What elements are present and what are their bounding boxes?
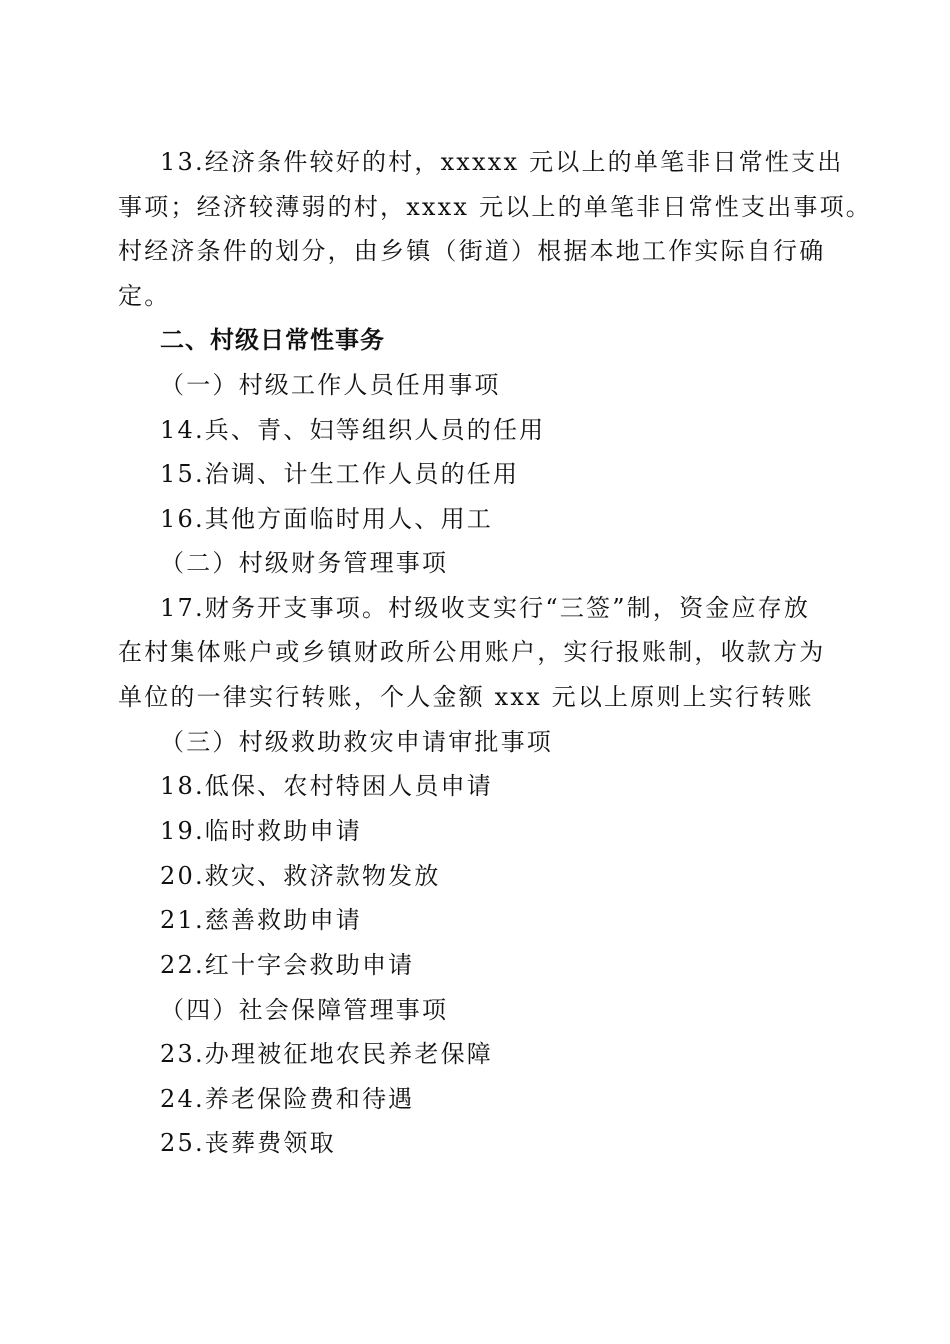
list-item-23: 23.办理被征地农民养老保障 bbox=[160, 1040, 493, 1068]
paragraph-13-line-2: 事项；经济较薄弱的村，xxxx 元以上的单笔非日常性支出事项。 bbox=[118, 193, 872, 221]
subsection-heading-1: （一）村级工作人员任用事项 bbox=[160, 371, 501, 399]
list-item-24: 24.养老保险费和待遇 bbox=[160, 1085, 415, 1113]
list-item-14: 14.兵、青、妇等组织人员的任用 bbox=[160, 416, 546, 444]
list-item-19: 19.临时救助申请 bbox=[160, 817, 362, 845]
section-heading-2: 二、村级日常性事务 bbox=[160, 326, 385, 354]
list-item-25: 25.丧葬费领取 bbox=[160, 1129, 336, 1157]
subsection-heading-4: （四）社会保障管理事项 bbox=[160, 996, 449, 1024]
list-item-22: 22.红十字会救助申请 bbox=[160, 951, 415, 979]
paragraph-17-line-1: 17.财务开支事项。村级收支实行“三签”制，资金应存放 bbox=[160, 594, 811, 622]
paragraph-13-line-1: 13.经济条件较好的村，xxxxx 元以上的单笔非日常性支出 bbox=[160, 148, 844, 176]
list-item-15: 15.治调、计生工作人员的任用 bbox=[160, 460, 520, 488]
subsection-heading-2: （二）村级财务管理事项 bbox=[160, 549, 449, 577]
paragraph-17-line-2: 在村集体账户或乡镇财政所公用账户，实行报账制，收款方为 bbox=[118, 638, 826, 666]
list-item-16: 16.其他方面临时用人、用工 bbox=[160, 505, 493, 533]
list-item-21: 21.慈善救助申请 bbox=[160, 906, 362, 934]
subsection-heading-3: （三）村级救助救灾申请审批事项 bbox=[160, 728, 553, 756]
paragraph-13-line-4: 定。 bbox=[118, 282, 171, 310]
paragraph-17-line-3: 单位的一律实行转账，个人金额 xxx 元以上原则上实行转账 bbox=[118, 683, 814, 711]
paragraph-13-line-3: 村经济条件的划分，由乡镇（街道）根据本地工作实际自行确 bbox=[118, 237, 826, 265]
list-item-20: 20.救灾、救济款物发放 bbox=[160, 862, 441, 890]
list-item-18: 18.低保、农村特困人员申请 bbox=[160, 772, 493, 800]
